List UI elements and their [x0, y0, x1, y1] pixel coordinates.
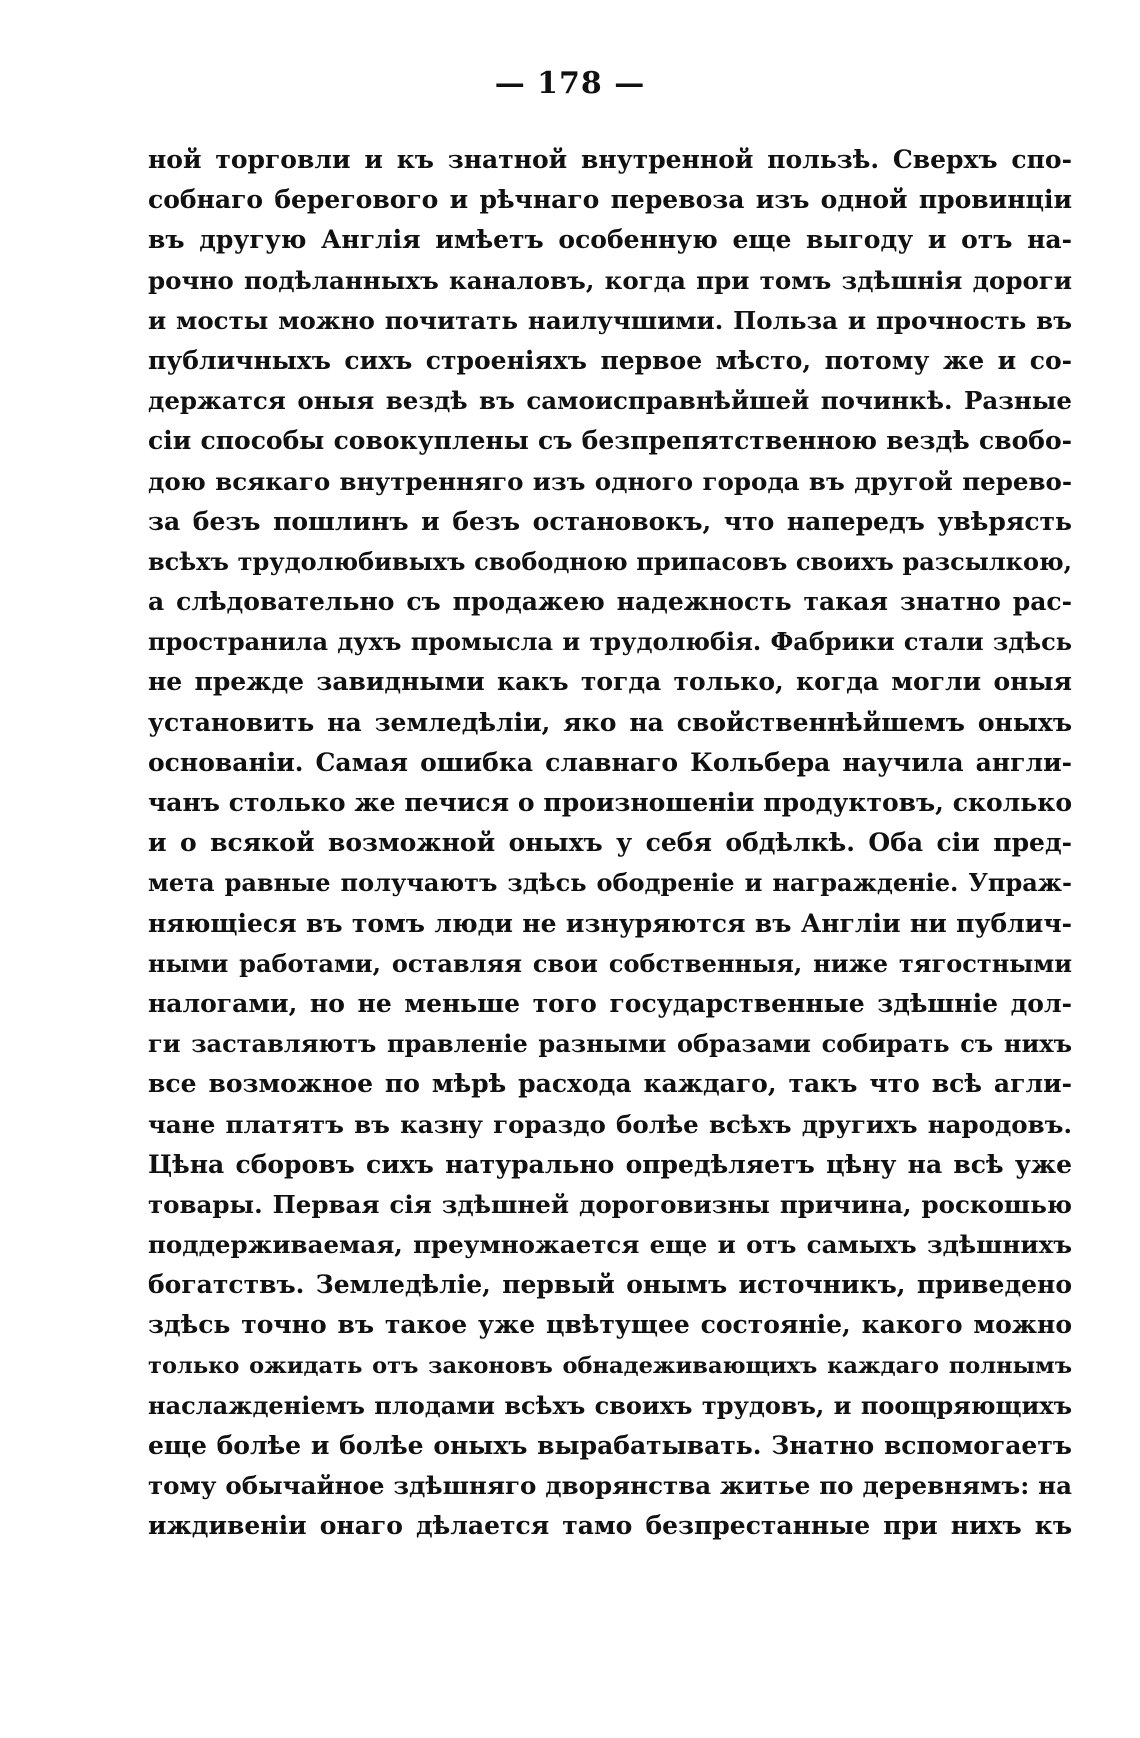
text-line: не прежде завидными какъ тогда только, когда могли оныя: [148, 667, 1072, 697]
page-number: — 178 —: [494, 66, 646, 101]
text-line: тому обычайное здѣшняго дворянства житье по деревнямъ: на: [148, 1471, 1072, 1501]
body-text: [148, 140, 1072, 1547]
text-line: рочно подѣланныхъ каналовъ, когда при томъ здѣшнія дороги: [148, 265, 1072, 295]
text-line: наслажденіемъ плодами всѣхъ своихъ трудовъ, и поощряющихъ: [148, 1390, 1072, 1420]
text-line: за безъ пошлинъ и безъ остановокъ, что напередъ увѣрясть: [148, 506, 1072, 536]
text-line: дою всякаго внутренняго изъ одного города въ другой перево-: [148, 466, 1072, 496]
text-line: ными работами, оставляя свои собственныя, ниже тягостными: [148, 948, 1072, 978]
text-line: сіи способы совокуплены съ безпрепятственною вездѣ свобо-: [148, 426, 1072, 456]
text-line: Цѣна сборовъ сихъ натурально опредѣляетъ цѣну на всѣ уже: [148, 1149, 1072, 1179]
text-line: налогами, но не меньше того государственные здѣшніе дол-: [148, 988, 1072, 1018]
text-line: ги заставляютъ правленіе разными образами собирать съ нихъ: [148, 1029, 1072, 1059]
text-line: чанъ столько же печися о произношеніи продуктовъ, сколько: [148, 788, 1072, 817]
text-line: основаніи. Самая ошибка славнаго Кольбера научила англи-: [148, 747, 1072, 777]
text-line: поддерживаемая, преумножается еще и отъ самыхъ здѣшнихъ: [148, 1230, 1072, 1260]
text-line: держатся оныя вездѣ въ самоисправнѣйшей починкѣ. Разные: [148, 386, 1072, 416]
text-line: установить на земледѣліи, яко на свойственнѣйшемъ оныхъ: [148, 707, 1072, 737]
text-line: а слѣдовательно съ продажею надежность такая знатно рас-: [148, 587, 1072, 617]
text-line: только ожидать отъ законовъ обнадеживающихъ каждаго полнымъ: [148, 1352, 1072, 1379]
text-line: богатствъ. Земледѣліе, первый онымъ источникъ, приведено: [148, 1270, 1072, 1300]
text-line: всѣхъ трудолюбивыхъ свободною припасовъ своихъ разсылкою,: [148, 546, 1072, 576]
text-line: и о всякой возможной оныхъ у себя обдѣлкѣ. Оба сіи пред-: [148, 828, 1072, 858]
text-line: ной торговли и къ знатной внутренной пользѣ. Сверхъ спо-: [148, 145, 1072, 174]
text-line: чане платятъ въ казну гораздо болѣе всѣхъ другихъ народовъ.: [148, 1109, 1072, 1139]
text-line: въ другую Англія имѣетъ особенную еще выгоду и отъ на-: [148, 225, 1072, 255]
text-line: мета равные получаютъ здѣсь ободреніе и награжденіе. Упраж-: [148, 868, 1072, 898]
text-line: собнаго берегового и рѣчнаго перевоза изъ одной провинціи: [148, 185, 1072, 215]
text-line: пространила духъ промысла и трудолюбія. Фабрики стали здѣсь: [148, 627, 1072, 657]
text-line: еще болѣе и болѣе оныхъ вырабатывать. Знатно вспомогаетъ: [148, 1431, 1072, 1460]
text-line: няющіеся въ томъ люди не изнуряются въ Англіи ни публич-: [148, 908, 1072, 938]
text-line: все возможное по мѣрѣ расхода каждаго, такъ что всѣ агли-: [148, 1069, 1072, 1099]
text-line: публичныхъ сихъ строеніяхъ первое мѣсто, потому же и со-: [148, 345, 1072, 375]
text-line: и мосты можно почитать наилучшими. Польза и прочность въ: [148, 305, 1072, 335]
text-line: иждивеніи онаго дѣлается тамо безпрестанные при нихъ къ: [148, 1511, 1072, 1541]
text-line: здѣсь точно въ такое уже цвѣтущее состояніе, какого можно: [148, 1310, 1072, 1340]
text-line: товары. Первая сія здѣшней дороговизны причина, роскошью: [148, 1189, 1072, 1219]
